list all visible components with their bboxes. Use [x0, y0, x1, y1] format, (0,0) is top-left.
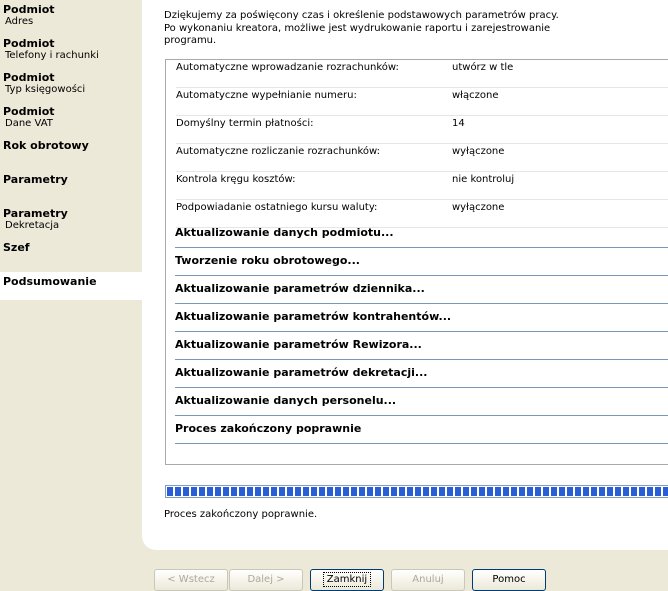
process-step [175, 416, 668, 444]
setting-value: nie kontroluj [452, 174, 515, 185]
process-step-label: Aktualizowanie parametrów kontrahentów... [175, 310, 452, 323]
process-step [175, 276, 668, 304]
setting-value: wyłączone [452, 146, 505, 157]
step-subtitle: Adres [5, 16, 34, 27]
process-step [175, 388, 668, 416]
step-szef [0, 241, 142, 254]
setting-value: wyłączone [452, 202, 505, 213]
step-title: Rok obrotowy [3, 139, 89, 152]
progress-bar [165, 485, 668, 498]
intro-line: Dziękujemy za poświęcony czas i określenie podstawowych parametrów pracy. [164, 10, 559, 21]
step-title: Parametry [3, 207, 68, 220]
step-title: Podmiot [3, 37, 55, 50]
setting-key: Automatyczne wypełnianie numeru: [176, 90, 357, 101]
step-podsumowanie-active [0, 272, 142, 300]
setting-row [176, 88, 668, 116]
process-step-label: Proces zakończony poprawnie [175, 422, 362, 435]
help-button-label: Pomoc [492, 574, 526, 585]
step-podmiot-adres [0, 3, 142, 28]
setting-value: 14 [452, 118, 465, 129]
step-podmiot-telefony [0, 37, 142, 62]
step-subtitle: Dane VAT [5, 118, 53, 129]
process-step-label: Aktualizowanie parametrów dekretacji... [175, 366, 428, 379]
summary-panel [142, 0, 668, 550]
process-step-label: Aktualizowanie parametrów Rewizora... [175, 338, 422, 351]
process-step [175, 248, 668, 276]
intro-text [164, 10, 564, 48]
setting-key: Kontrola kręgu kosztów: [176, 174, 296, 185]
setting-row [176, 60, 668, 88]
help-button[interactable] [472, 569, 546, 591]
setting-row [176, 116, 668, 144]
setting-key: Podpowiadanie ostatniego kursu waluty: [176, 202, 378, 213]
step-title: Szef [3, 241, 30, 254]
intro-line: programu. [164, 35, 217, 46]
step-title: Podmiot [3, 105, 55, 118]
step-podmiot-vat [0, 105, 142, 130]
process-step-label: Tworzenie roku obrotowego... [175, 254, 360, 267]
step-title: Parametry [3, 173, 68, 186]
back-button-label: < Wstecz [167, 574, 215, 585]
process-step-label: Aktualizowanie danych podmiotu... [175, 226, 394, 239]
step-parametry [0, 173, 142, 186]
step-title: Podmiot [3, 71, 55, 84]
cancel-button-label: Anuluj [412, 574, 444, 585]
process-step [175, 304, 668, 332]
status-text: Proces zakończony poprawnie. [164, 509, 318, 520]
setting-key: Automatyczne wprowadzanie rozrachunków: [176, 62, 399, 73]
next-button-label: Dalej > [247, 574, 285, 585]
setting-row [176, 144, 668, 172]
process-step-label: Aktualizowanie danych personelu... [175, 394, 397, 407]
step-subtitle: Typ księgowości [5, 84, 86, 95]
process-step-label: Aktualizowanie parametrów dziennika... [175, 282, 425, 295]
wizard-steps-sidebar [0, 0, 142, 589]
step-title: Podsumowanie [3, 275, 97, 288]
process-step [175, 332, 668, 360]
step-subtitle: Telefony i rachunki [5, 50, 99, 61]
close-button-label: Zamknij [326, 574, 368, 585]
step-parametry-dekretacja [0, 207, 142, 232]
setting-value: włączone [452, 90, 499, 101]
process-step [175, 220, 668, 248]
step-title: Podmiot [3, 3, 55, 16]
setting-key: Domyślny termin płatności: [176, 118, 314, 129]
setting-value: utwórz w tle [452, 62, 514, 73]
intro-line: Po wykonaniu kreatora, możliwe jest wydrukowanie raportu i zarejestrowanie [164, 22, 551, 34]
step-rok-obrotowy [0, 139, 142, 152]
process-step [175, 360, 668, 388]
step-subtitle: Dekretacja [5, 220, 60, 231]
setting-row [176, 172, 668, 200]
setting-key: Automatyczne rozliczanie rozrachunków: [176, 146, 381, 157]
next-button[interactable] [229, 569, 303, 591]
step-podmiot-typ [0, 71, 142, 96]
cancel-button[interactable] [391, 569, 465, 591]
back-button[interactable] [154, 569, 228, 591]
progress-bar-fill [167, 487, 668, 496]
summary-report-box[interactable] [165, 59, 668, 465]
close-button[interactable] [310, 569, 384, 591]
